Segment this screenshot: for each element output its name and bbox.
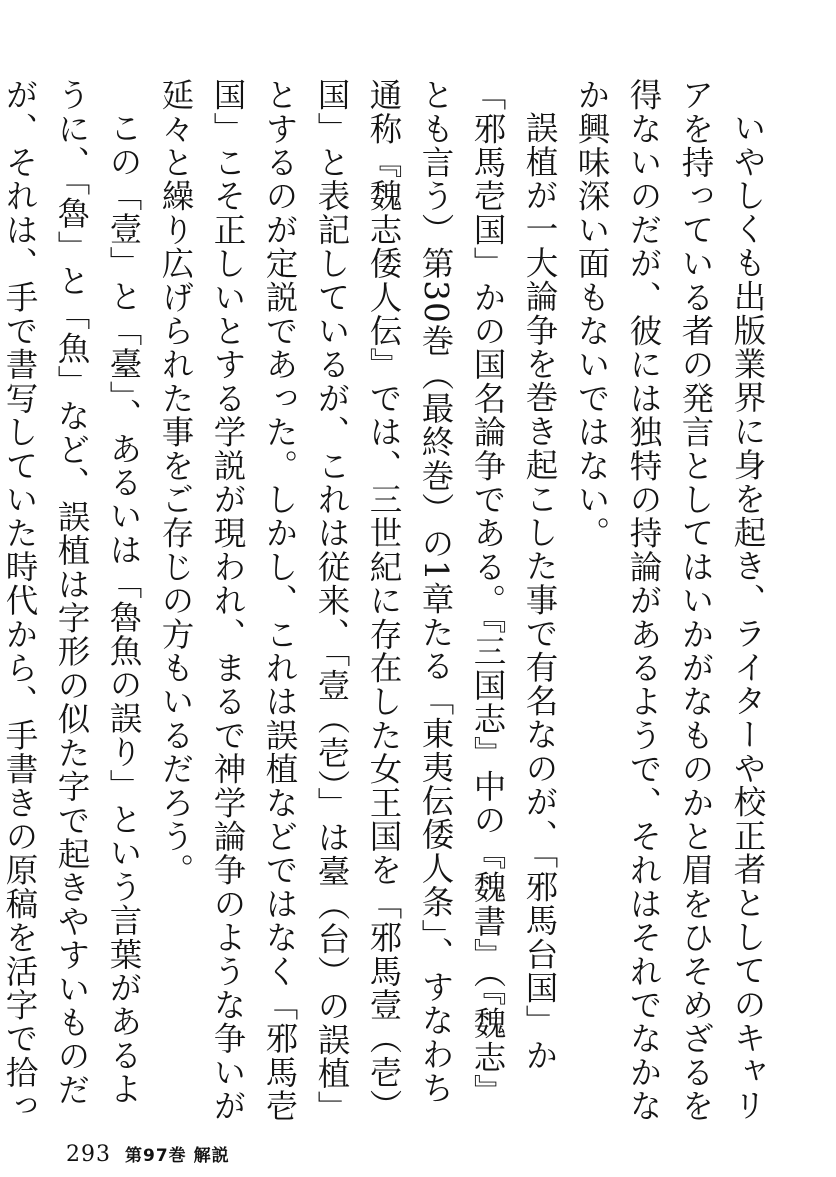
paragraph-3: この「壹」と「臺」、あるいは「魯魚の誤り」という言葉があるように、「魯」と「魚」など、誤植は字形の似た字で起きやすいものだが、それは、手で書写していた時代から、手書きの原稿を活字で拾っ bbox=[1, 78, 143, 1123]
page-number: 293 bbox=[66, 1142, 111, 1167]
page-footer bbox=[66, 1141, 230, 1167]
paragraph-2: 誤植が一大論争を巻き起こした事で有名なのが、「邪馬台国」か「邪馬壱国」かの国名論争である。『三国志』中の『魏書』（『魏志』とも言う）第30巻（最終巻）の1章たる「東夷伝倭人条」、すなわち通称『魏志倭人伝』では、三世紀に存在した女王国を「邪馬壹（壱）国」と表記しているが、これは従来、「壹（壱）」は臺（台）の誤植」とするのが定説であった。しかし、これは誤植などではなく「邪馬壱国」こそ正しいとする学説が現われ、まるで神学論争のような争いが延々と繰り広げられた事をご存じの方もいるだろう。 bbox=[157, 78, 559, 1124]
running-head: 第97巻 解説 bbox=[125, 1146, 230, 1166]
body-text bbox=[1, 78, 774, 1138]
paragraph-1: いやしくも出版業界に身を起き、ライターや校正者としてのキャリアを持っている者の発言としてはいかがなものかと眉をひそめざるを得ないのだが、彼には独特の持論があるようで、それはそれでなかなか興味深い面もないではない。 bbox=[573, 78, 767, 1123]
